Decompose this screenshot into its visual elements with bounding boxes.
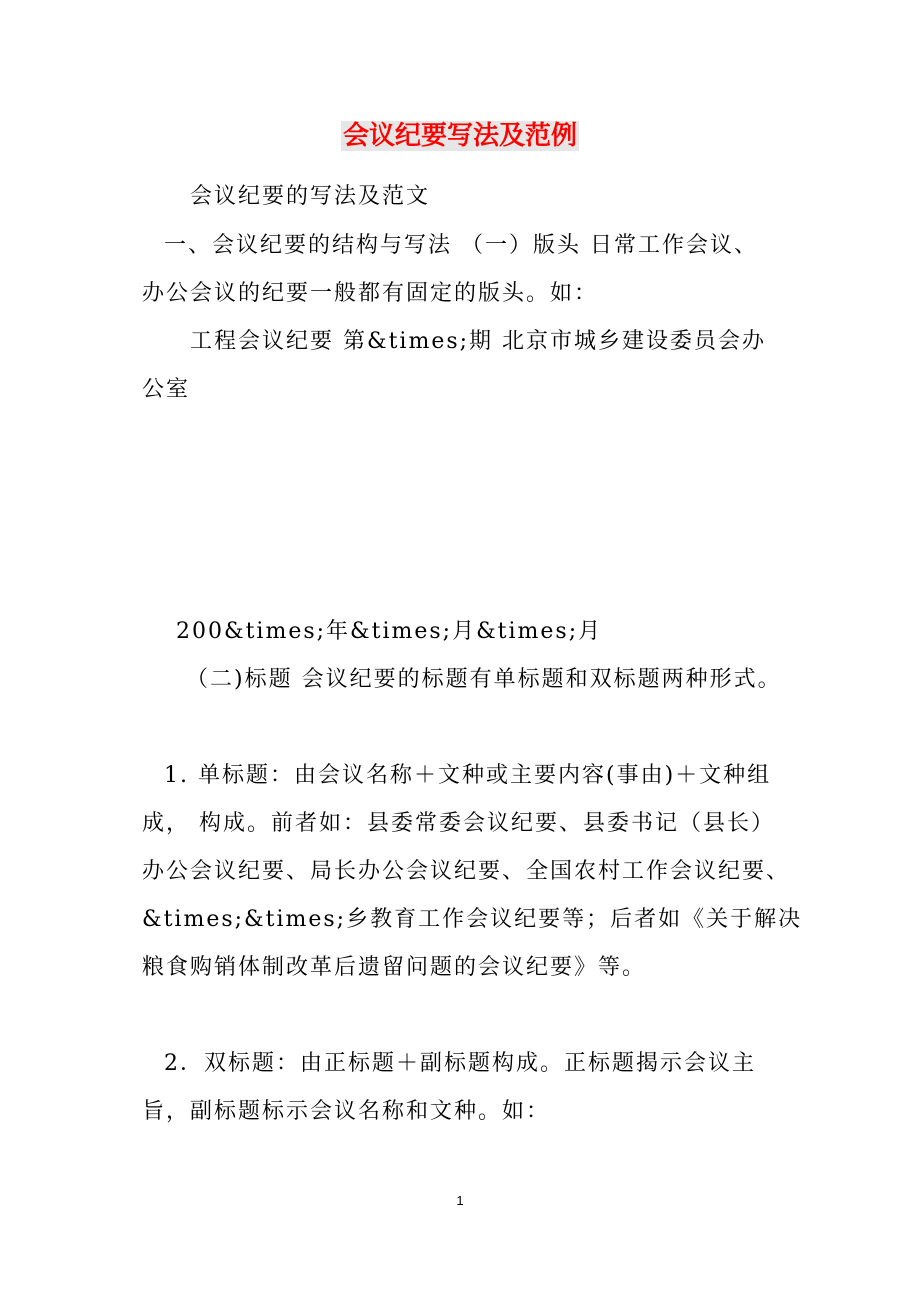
paragraph-line: 办公会议纪要、局长办公会议纪要、全国农村工作会议纪要、 — [142, 859, 791, 884]
page-number: 1 — [456, 1193, 464, 1208]
paragraph-line: 会议纪要的写法及范文 — [190, 184, 431, 209]
paragraph-line: 旨，副标题标示会议名称和文种。如： — [142, 1099, 551, 1124]
paragraph-line: （二)标题 会议纪要的标题有单标题和双标题两种形式。 — [186, 667, 782, 692]
document-title-text: 会议纪要写法及范例 — [342, 121, 577, 151]
paragraph-line: 工程会议纪要 第&times;期 北京市城乡建设委员会办 — [190, 329, 767, 354]
paragraph-line: 2．双标题：由正标题＋副标题构成。正标题揭示会议主 — [164, 1051, 756, 1076]
paragraph-line: 办公会议的纪要一般都有固定的版头。如： — [142, 281, 599, 306]
paragraph-line: 200&times;年&times;月&times;月 — [176, 619, 603, 644]
paragraph-line: 1. 单标题：由会议名称＋文种或主要内容(事由)＋文种组 — [164, 763, 772, 788]
paragraph-line: &times;&times;乡教育工作会议纪要等；后者如《关于解决 — [142, 907, 803, 932]
paragraph-line: 一、会议纪要的结构与写法 （一）版头 日常工作会议、 — [164, 233, 758, 258]
document-title — [0, 118, 920, 154]
paragraph-line: 粮食购销体制改革后遗留问题的会议纪要》等。 — [142, 955, 647, 980]
paragraph-line: 公室 — [142, 377, 191, 402]
paragraph-line: 成， 构成。前者如：县委常委会议纪要、县委书记（县长） — [142, 811, 775, 836]
